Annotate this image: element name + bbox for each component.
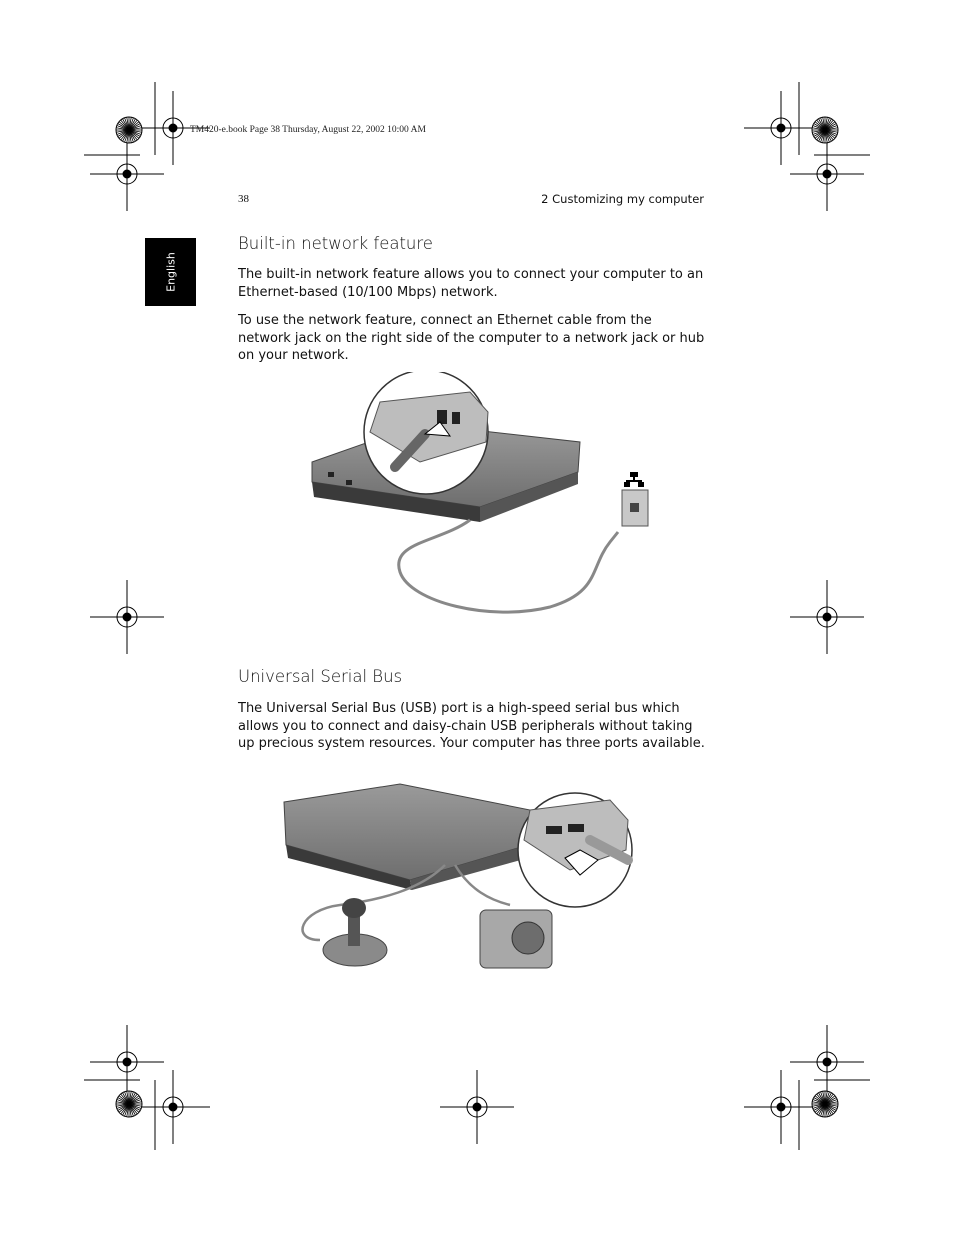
registration-target (790, 1025, 864, 1099)
page-number: 38 (238, 193, 249, 205)
section-heading-network: Built-in network feature (238, 234, 433, 253)
section-heading-usb: Universal Serial Bus (238, 667, 403, 686)
starburst-mark (116, 117, 142, 143)
starburst-mark (812, 117, 838, 143)
registration-target (790, 580, 864, 654)
paragraph: The Universal Serial Bus (USB) port is a high-speed serial bus which allows you to connect and daisy-chain USB peripherals without taking up precious system resources. Your computer has three ports available. (238, 701, 705, 751)
paragraph: The built-in network feature allows you to connect your computer to an Ethernet-based (10/100 Mbps) network. (238, 267, 704, 300)
language-tab (145, 238, 196, 306)
file-slug: TM420-e.book Page 38 Thursday, August 22, 2002 10:00 AM (190, 125, 426, 135)
usb-illustration (280, 780, 640, 980)
registration-target (790, 137, 864, 211)
chapter-title: 2 Customizing my computer (541, 192, 704, 206)
registration-target (90, 1025, 164, 1099)
registration-target (90, 580, 164, 654)
language-tab-label: English (164, 252, 177, 292)
starburst-mark (812, 1091, 838, 1117)
registration-target (440, 1070, 514, 1144)
registration-target (136, 1070, 210, 1144)
starburst-mark (116, 1091, 142, 1117)
registration-target (744, 91, 818, 165)
registration-target (744, 1070, 818, 1144)
network-illustration (300, 372, 670, 634)
registration-target (90, 137, 164, 211)
paragraph: To use the network feature, connect an Ethernet cable from the network jack on the right side of the computer to a network jack or hub on your network. (238, 313, 705, 363)
